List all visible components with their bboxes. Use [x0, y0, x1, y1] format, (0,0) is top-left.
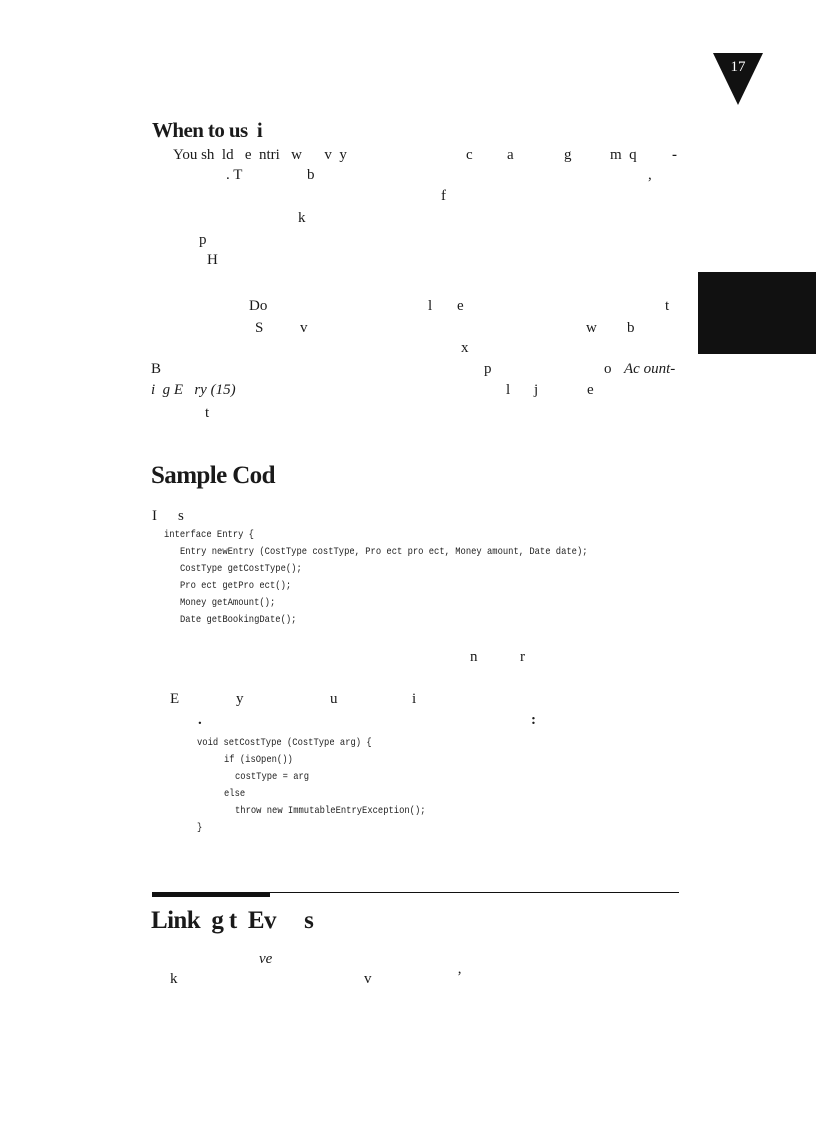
text-fragment: i g E ry (15) — [151, 382, 236, 398]
text-fragment: g — [564, 147, 572, 163]
text-fragment: l — [506, 382, 511, 398]
text-fragment: - — [672, 147, 677, 163]
text-fragment: a — [507, 147, 514, 163]
text-fragment: i — [412, 691, 417, 707]
section-heading-linking-events: Link g t Ev s — [151, 907, 314, 934]
text-fragment: o — [604, 361, 612, 377]
text-fragment: t — [205, 405, 210, 421]
text-fragment: t — [665, 298, 670, 314]
text-fragment: x — [461, 340, 469, 356]
text-fragment: ’ — [457, 969, 462, 985]
text-fragment: l — [428, 298, 433, 314]
code-line: Pro ect getPro ect(); — [180, 580, 292, 592]
text-fragment: , — [648, 167, 652, 183]
text-fragment: e — [457, 298, 464, 314]
text-fragment: H — [207, 252, 218, 268]
chapter-marker — [713, 53, 763, 106]
text-fragment: : — [531, 712, 536, 728]
chapter-thumb-tab — [698, 272, 816, 354]
text-fragment: . T — [226, 167, 243, 183]
text-fragment: y — [236, 691, 244, 707]
code-line: if (isOpen()) — [224, 754, 293, 766]
text-fragment: p — [199, 232, 207, 248]
text-fragment: v — [364, 971, 372, 987]
text-fragment: You sh ld e ntri w v y — [173, 147, 347, 163]
pattern-reference-accounting-entry: Ac ount- — [624, 361, 676, 377]
chapter-number: 17 — [730, 59, 746, 75]
text-fragment: S — [255, 320, 264, 336]
code-line: costType = arg — [235, 771, 310, 783]
code-line: CostType getCostType(); — [180, 563, 302, 575]
text-fragment: w — [586, 320, 597, 336]
text-fragment: b — [307, 167, 315, 183]
text-fragment: Do — [249, 298, 268, 314]
text-fragment: j — [534, 382, 539, 398]
code-line: interface Entry { — [164, 529, 254, 541]
text-fragment: e — [587, 382, 594, 398]
text-fragment: v — [300, 320, 308, 336]
code-line: Money getAmount(); — [180, 597, 276, 609]
text-fragment: c — [466, 147, 473, 163]
text-fragment: b — [627, 320, 635, 336]
text-fragment: m q — [610, 147, 637, 163]
section-heading-when: When to us i — [152, 118, 263, 142]
text-fragment: n — [470, 649, 478, 665]
text-fragment: k — [170, 971, 178, 987]
text-fragment: r — [520, 649, 525, 665]
text-fragment: ve — [259, 951, 273, 967]
code-line: Entry newEntry (CostType costType, Pro ect pro ect, Money amount, Date date); — [180, 546, 588, 558]
text-fragment: I — [152, 508, 157, 524]
code-line: Date getBookingDate(); — [180, 614, 297, 626]
text-fragment: . — [198, 712, 202, 728]
text-fragment: p — [484, 361, 492, 377]
code-line: void setCostType (CostType arg) { — [197, 737, 372, 749]
section-heading-sample-code: Sample Cod — [151, 462, 275, 489]
section-divider-accent — [152, 893, 270, 897]
code-line: } — [197, 822, 203, 834]
code-line: throw new ImmutableEntryException(); — [235, 805, 426, 817]
text-fragment: k — [298, 210, 306, 226]
code-line: else — [224, 788, 246, 800]
text-fragment: f — [441, 188, 446, 204]
text-fragment: B — [151, 361, 162, 377]
text-fragment: s — [178, 508, 184, 524]
text-fragment: u — [330, 691, 338, 707]
text-fragment: E — [170, 691, 180, 707]
